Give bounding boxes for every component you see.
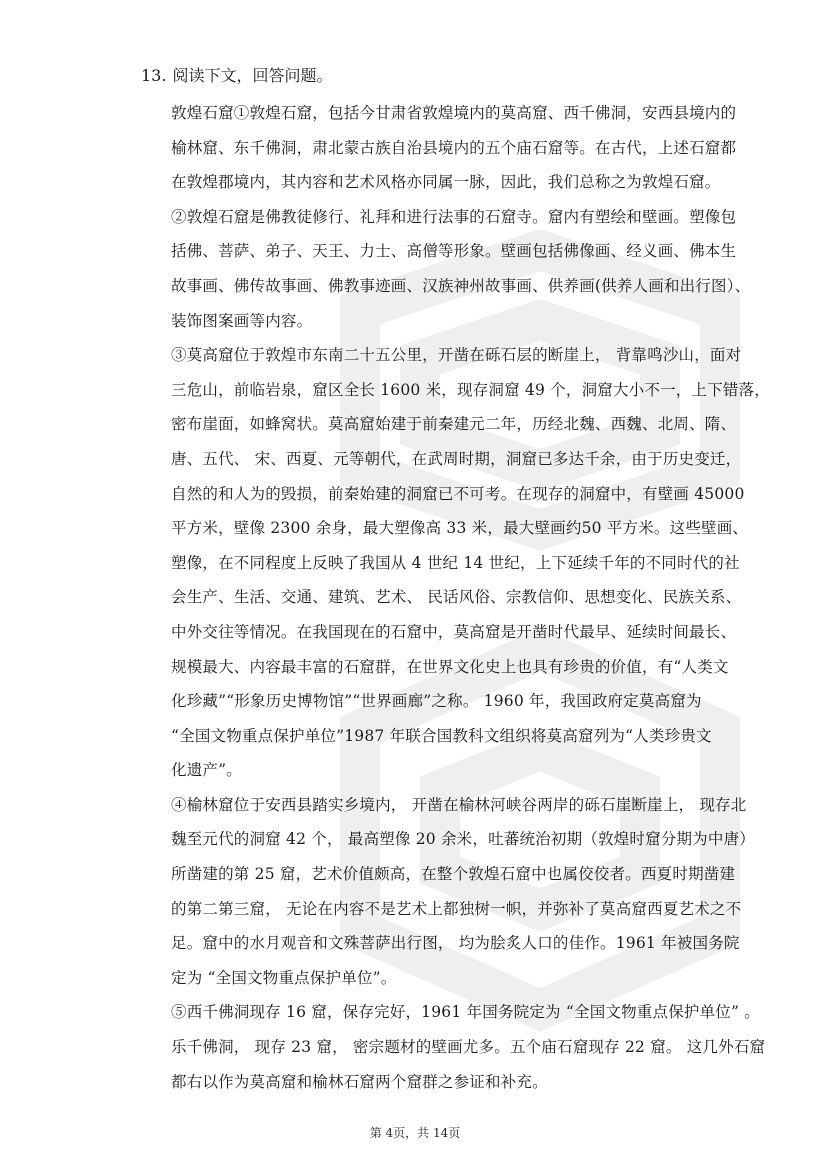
passage-line: 会生产、生活、交通、建筑、艺术、 民话风俗、宗教信仰、思想变化、民族关系、	[171, 588, 742, 607]
passage-line: 装饰图案画等内容。	[171, 311, 313, 330]
passage-line: 唐、五代、 宋、西夏、元等朝代，在武周时期，洞窟已多达千余，由于历史变迁，	[171, 449, 742, 468]
passage-line: 三危山，前临岩泉，窟区全长 1600 米，现存洞窟 49 个，洞窟大小不一，上下错落，	[171, 380, 770, 399]
page-number-label: 第 4页，共 14页	[369, 1126, 461, 1140]
passage-line: 规模最大、内容最丰富的石窟群，在世界文化史上也具有珍贵的价值，有“人类文	[171, 657, 729, 676]
passage-line: 所凿建的第 25 窟，艺术价值颇高，在整个敦煌石窟中也属佼佼者。西夏时期凿建	[171, 865, 736, 884]
passage-line: 中外交往等情况。在我国现在的石窟中，莫高窟是开凿时代最早、延续时间最长、	[171, 622, 737, 641]
question-heading	[141, 62, 332, 90]
passage-line: ③莫高窟位于敦煌市东南二十五公里，开凿在砾石层的断崖上， 背靠鸣沙山，面对	[171, 346, 742, 365]
question-number: 13.	[141, 66, 167, 85]
passage-line: “全国文物重点保护单位”1987 年联合国教科文组织将莫高窟列为“人类珍贵文	[171, 726, 712, 745]
passage-line: 乐千佛洞， 现存 23 窟， 密宗题材的壁画尤多。五个庙石窟现存 22 窟。 这几外石窟	[171, 1038, 766, 1057]
passage-line: 魏至元代的洞窟 42 个， 最高塑像 20 余米，吐蕃统治初期（敦煌时窟分期为中唐）	[171, 830, 755, 849]
passage-line: 定为 “全国文物重点保护单位”。	[171, 968, 397, 987]
passage-line: 都右以作为莫高窟和榆林石窟两个窟群之参证和补充。	[171, 1072, 548, 1091]
question-prompt: 阅读下文，回答问题。	[172, 66, 333, 85]
passage-line: 自然的和人为的毁损，前秦始建的洞窟已不可考。在现存的洞窟中，有壁画 45000	[171, 484, 745, 503]
passage-line: 化遗产”。	[171, 761, 242, 780]
passage-line: 足。窟中的水月观音和文殊菩萨出行图， 均为脍炙人口的佳作。1961 年被国务院	[171, 934, 740, 953]
passage-line: 故事画、佛传故事画、佛教事迹画、汉族神州故事画、供养画(供养人画和出行图）、	[171, 276, 751, 295]
passage-line: 平方米，壁像 2300 余身，最大塑像高 33 米，最大壁画约50 平方米。这些壁画、	[171, 519, 749, 538]
passage-line: 在敦煌郡境内，其内容和艺术风格亦同属一脉，因此，我们总称之为敦煌石窟。	[171, 173, 721, 192]
page-footer	[0, 1124, 830, 1141]
passage-line: 塑像，在不同程度上反映了我国从 4 世纪 14 世纪，上下延续千年的不同时代的社	[171, 553, 740, 572]
passage-line: ②敦煌石窟是佛教徒修行、礼拜和进行法事的石窟寺。窟内有塑绘和壁画。塑像包	[171, 207, 737, 226]
passage-line: 括佛、菩萨、弟子、天王、力士、高僧等形象。壁画包括佛像画、经义画、佛本生	[171, 242, 737, 261]
passage-line: ④榆林窟位于安西县踏实乡境内， 开凿在榆林河峡谷两岸的砾石崖断崖上， 现存北	[171, 795, 747, 814]
passage-line: 密布崖面，如蜂窝状。莫高窟始建于前秦建元二年，历经北魏、西魏、北周、隋、	[171, 415, 737, 434]
passage-line: 敦煌石窟①敦煌石窟，包括今甘肃省敦煌境内的莫高窟、西千佛洞，安西县境内的	[171, 104, 737, 122]
passage-line: 化珍藏”“形象历史博物馆”“世界画廊”之称。 1960 年，我国政府定莫高窟为	[171, 692, 702, 711]
passage-line: 的第二第三窟， 无论在内容不是艺术上都独树一帜，并弥补了莫高窟西夏艺术之不	[171, 899, 742, 918]
passage-line: ⑤西千佛洞现存 16 窟，保存完好，1961 年国务院定为 “全国文物重点保护单位” 。	[171, 1003, 760, 1022]
reading-passage	[171, 96, 770, 1099]
passage-line: 榆林窟、东千佛洞，肃北蒙古族自治县境内的五个庙石窟等。在古代，上述石窟都	[171, 138, 737, 157]
